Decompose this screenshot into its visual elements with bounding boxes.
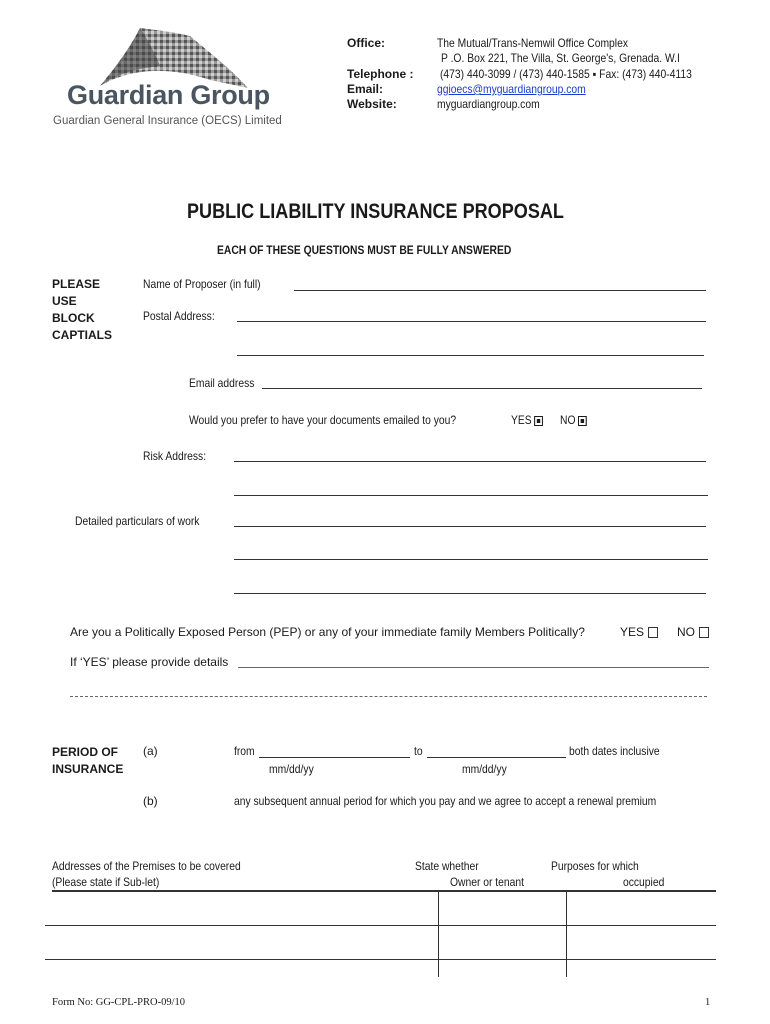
period-b-marker: (b) [143,794,158,808]
no-checkbox[interactable] [578,416,587,426]
postal-label: Postal Address: [143,309,215,323]
period-label [52,744,123,778]
email-preference-question: Would you prefer to have your documents emailed to you? [189,413,457,427]
postal-field-1[interactable] [237,321,706,322]
period-to-field[interactable] [427,757,566,758]
period-a-marker: (a) [143,744,158,758]
postal-field-2[interactable] [237,355,704,356]
proposer-field[interactable] [294,290,706,291]
premises-col2-line: State whether [415,859,479,873]
proposer-label: Name of Proposer (in full) [143,277,261,291]
premises-col2-line: Owner or tenant [450,875,525,889]
pep-yes-checkbox[interactable] [648,627,658,638]
pep-yes[interactable]: YES [620,625,658,639]
date-format-from: mm/dd/yy [269,762,314,776]
block-caps-note [52,276,112,344]
period-from-field[interactable] [259,757,410,758]
pep-question: Are you a Politically Exposed Person (PEP) or any of your immediate family Members Politically? [70,625,585,639]
premises-col-divider [438,891,439,977]
period-inclusive-text: both dates inclusive [569,744,660,758]
website-value[interactable]: myguardiangroup.com [437,97,540,111]
email-label: Email: [347,82,384,96]
premises-col3-header [551,858,671,890]
page-subtitle: EACH OF THESE QUESTIONS MUST BE FULLY ANSWERED [217,243,512,257]
office-label: Office: [347,36,386,50]
form-number: Form No: GG-CPL-PRO-09/10 [52,997,186,1008]
pep-details-label: If ‘YES’ please provide details [70,655,229,669]
pep-no-checkbox[interactable] [699,627,709,638]
website-label: Website: [347,97,397,111]
email-pref-yes[interactable]: YES [511,413,548,427]
email-address-field[interactable] [262,388,702,389]
period-label-line: INSURANCE [52,762,124,776]
email-address-label: Email address [189,376,255,390]
office-line-2: P .O. Box 221, The Villa, St. George's, Grenada. W.I [441,51,680,65]
work-field-3[interactable] [234,593,706,594]
premises-col1-header [52,858,271,890]
page-title: PUBLIC LIABILITY INSURANCE PROPOSAL [187,200,564,223]
work-field-1[interactable] [234,526,706,527]
company-subtitle: Guardian General Insurance (OECS) Limited [53,115,282,127]
period-label-line: PERIOD OF [52,745,119,759]
block-caps-line: CAPTIALS [52,328,112,342]
block-caps-line: BLOCK [52,311,95,325]
premises-table-header-rule [52,890,716,892]
pep-details-field-2[interactable] [70,696,707,697]
risk-address-field-1[interactable] [234,461,706,462]
premises-col-divider [566,891,567,977]
risk-address-label: Risk Address: [143,449,207,463]
premises-col3-line: occupied [623,875,665,889]
telephone-value: (473) 440-3099 / (473) 440-1585 ▪ Fax: (473) 440-4113 [440,67,692,81]
email-link[interactable]: ggioecs@myguardiangroup.com [437,82,586,96]
email-pref-no[interactable]: NO [560,413,591,427]
period-to-label: to [414,744,423,758]
block-caps-line: USE [52,294,77,308]
block-caps-line: PLEASE [52,277,101,291]
table-row[interactable] [45,959,716,960]
risk-address-field-2[interactable] [234,495,708,496]
period-from-label: from [234,744,255,758]
pep-details-field-1[interactable] [238,667,709,668]
work-label: Detailed particulars of work [75,514,200,528]
page-number: 1 [705,997,711,1008]
company-name: Guardian Group [67,80,270,110]
period-b-text: any subsequent annual period for which you pay and we agree to accept a renewal premium [234,794,657,808]
premises-col1-line: (Please state if Sub-let) [52,875,160,889]
yes-checkbox[interactable] [534,416,543,426]
telephone-label: Telephone : [347,67,414,81]
premises-col2-header [415,858,536,890]
work-field-2[interactable] [234,559,708,560]
office-line-1: The Mutual/Trans-Nemwil Office Complex [437,36,628,50]
date-format-to: mm/dd/yy [462,762,507,776]
table-row[interactable] [45,925,716,926]
premises-col1-line: Addresses of the Premises to be covered [52,859,241,873]
premises-col3-line: Purposes for which [551,859,639,873]
pep-no[interactable]: NO [677,625,709,639]
